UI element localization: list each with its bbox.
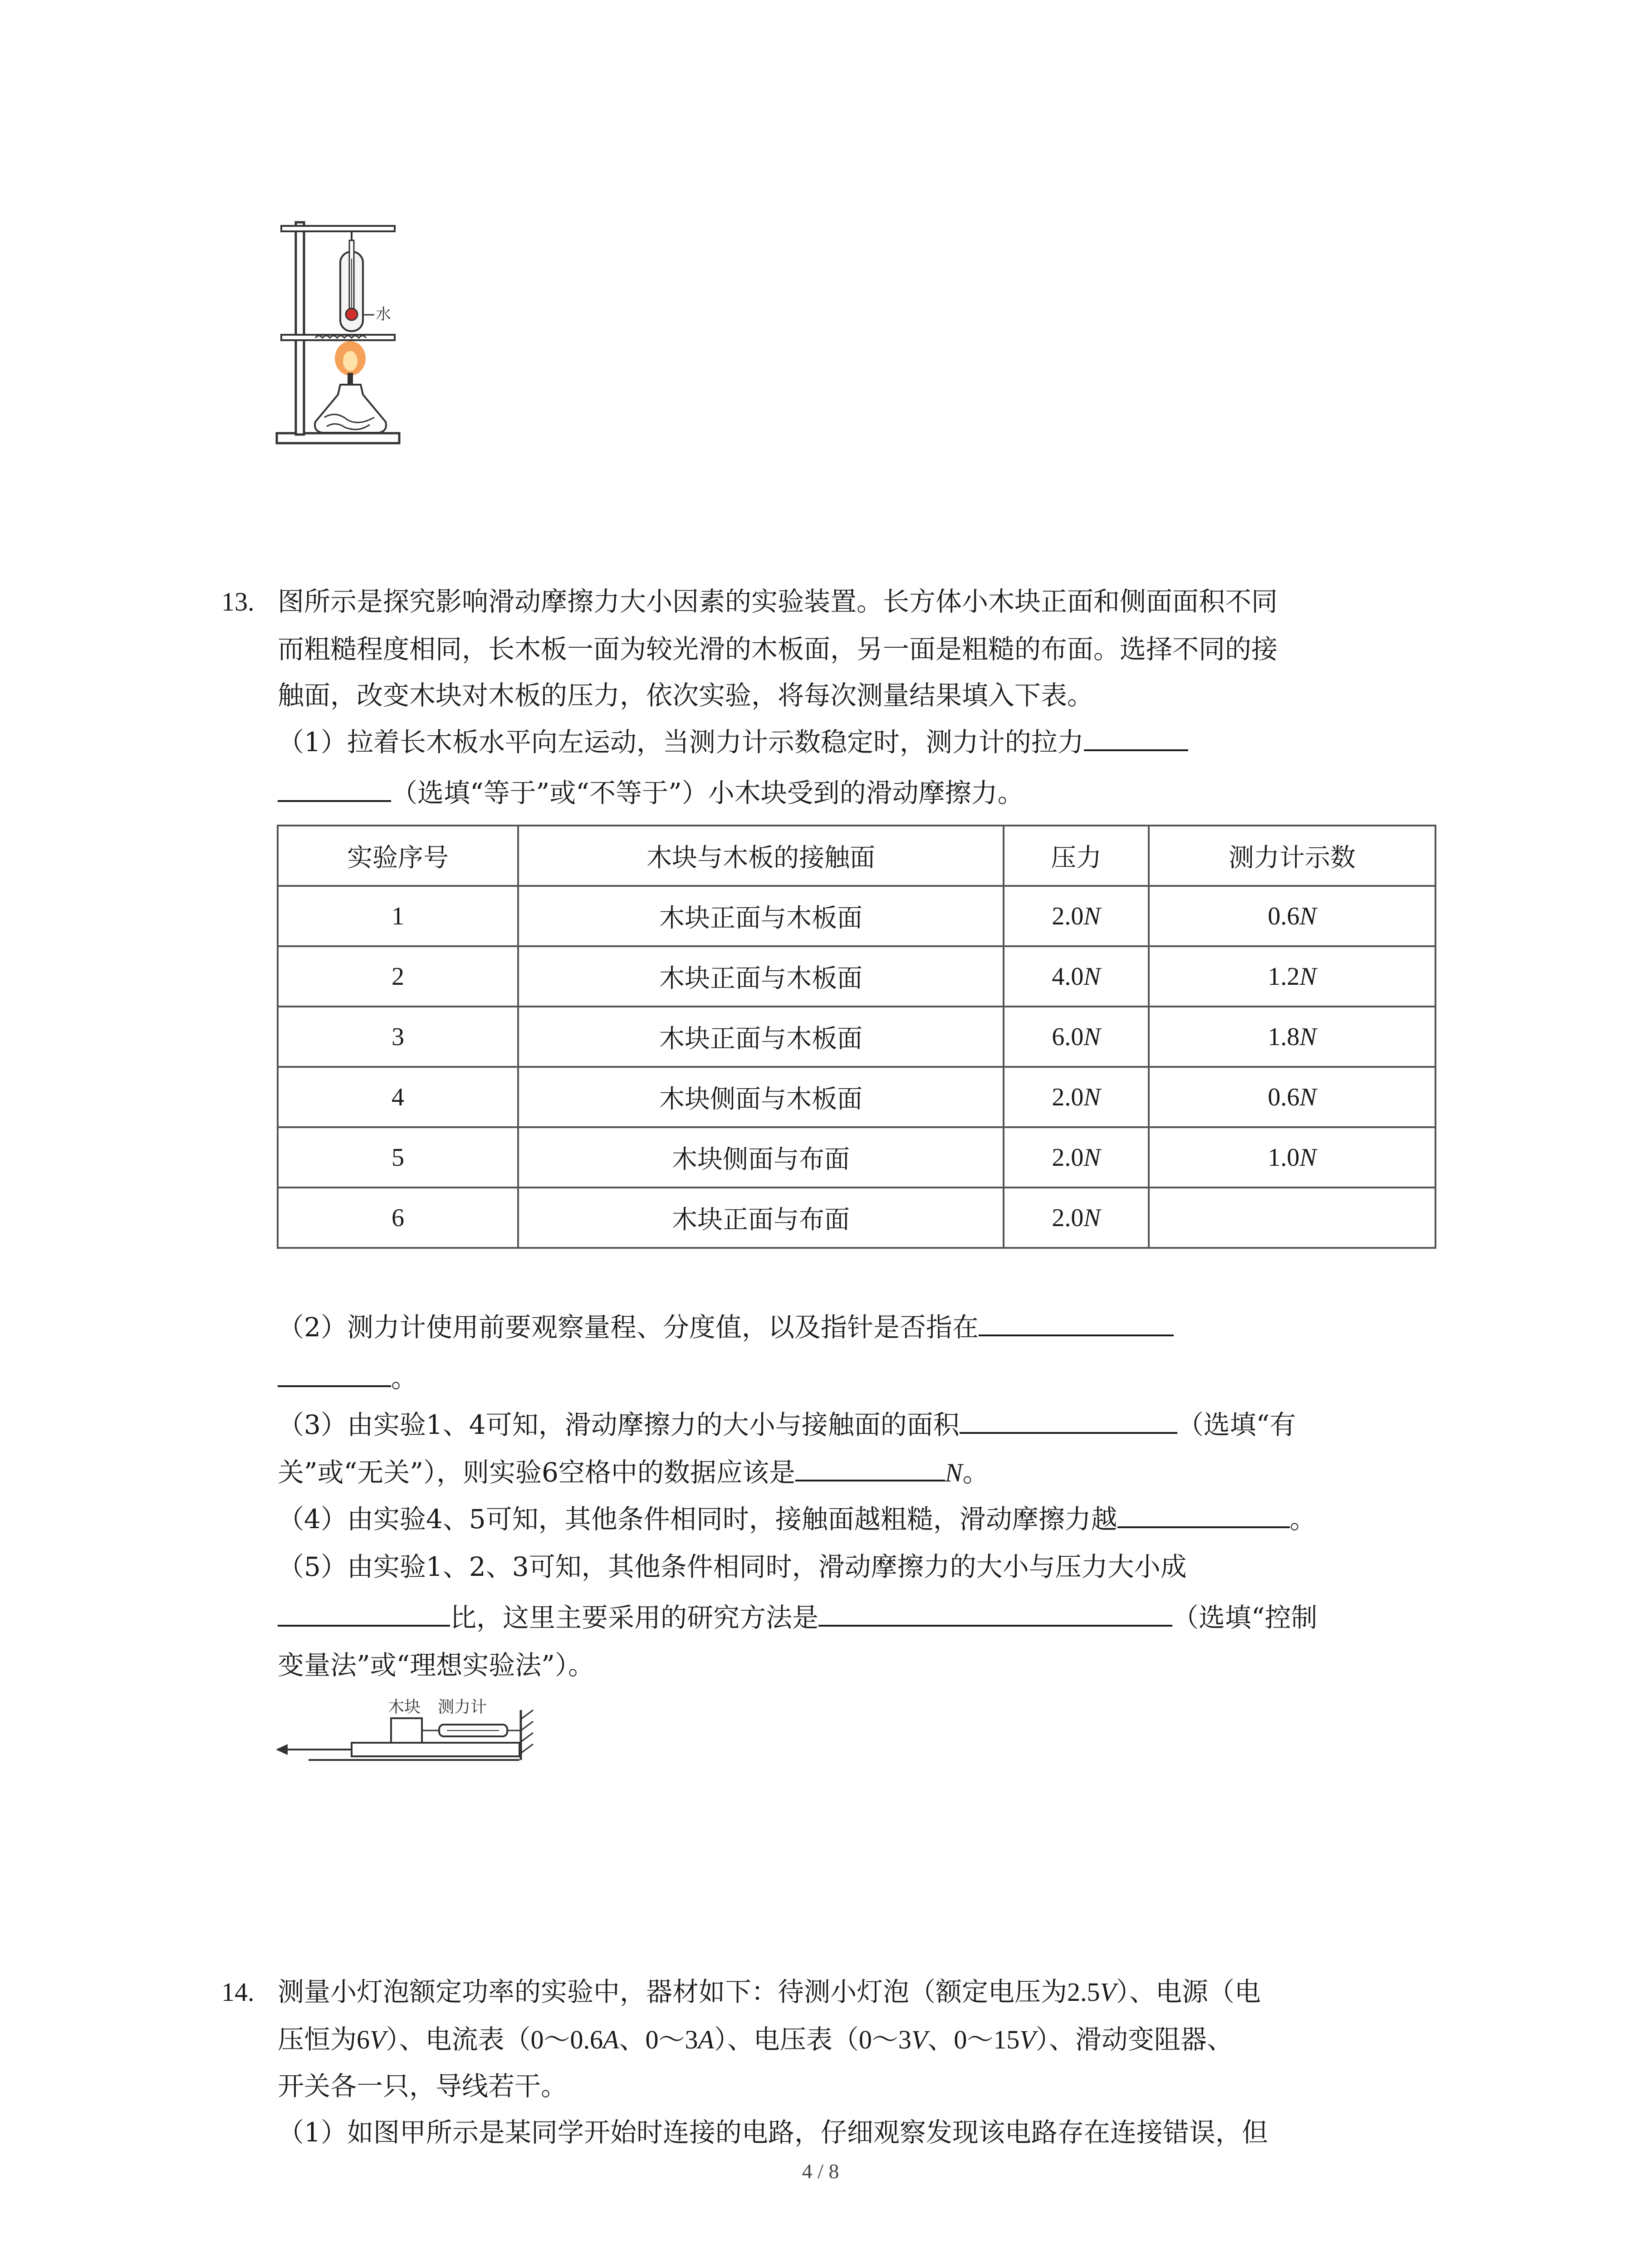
meter-reading: 1.8N (1149, 1007, 1435, 1067)
q13-part1-line1: （1）拉着长木板水平向左运动，当测力计示数稳定时，测力计的拉力 (278, 726, 1188, 758)
meter-reading: 0.6N (1149, 886, 1435, 946)
q13-part1-line2: （选填“等于”或“不等于”）小木块受到的滑动摩擦力。 (278, 777, 1024, 809)
answer-blank-p4[interactable] (1117, 1503, 1290, 1528)
q13-stem-line1: 图所示是探究影响滑动摩擦力大小因素的实验装置。长方体小木块正面和侧面面积不同 (278, 586, 1278, 617)
friction-apparatus-figure (272, 1692, 540, 1778)
q13-part3-line1: （3）由实验1、4可知，滑动摩擦力的大小与接触面的面积 （选填“有 (278, 1409, 1296, 1440)
q14-line1: 测量小灯泡额定功率的实验中，器材如下：待测小灯泡（额定电压为2.5V）、电源（电 (278, 1976, 1261, 2007)
answer-blank-p1b[interactable] (278, 777, 391, 802)
q13-part5-line2: 比，这里主要采用的研究方法是 （选填“控制 (278, 1601, 1318, 1634)
table-header-cell: 实验序号 (278, 826, 518, 886)
stand-rod (296, 222, 304, 435)
table-header-cell: 测力计示数 (1149, 826, 1435, 886)
long-board (352, 1743, 519, 1756)
page-number: 4 / 8 (802, 2160, 839, 2183)
trial-number: 4 (278, 1067, 518, 1127)
block-label: 木块 (388, 1698, 421, 1716)
meter-reading: 0.6N (1149, 1067, 1435, 1127)
q14-number: 14. (221, 1977, 255, 2007)
meter-label: 测力计 (438, 1698, 487, 1716)
wooden-block (391, 1718, 422, 1743)
heating-apparatus-figure (272, 213, 408, 458)
table-row (278, 1067, 1435, 1127)
trial-number: 1 (278, 886, 518, 946)
answer-blank-p2b[interactable] (278, 1362, 391, 1387)
pressure-value: 2.0N (1004, 886, 1149, 946)
table-row (278, 1127, 1435, 1188)
answer-blank-p1a[interactable] (1084, 726, 1188, 751)
answer-blank-p5a[interactable] (278, 1601, 450, 1627)
clamp-arm (281, 226, 395, 231)
table-row (278, 1007, 1435, 1067)
trial-number: 3 (278, 1007, 518, 1067)
answer-blank-p3a[interactable] (960, 1408, 1177, 1434)
contact-surface: 木块正面与布面 (518, 1188, 1004, 1248)
q14-line4: （1）如图甲所示是某同学开始时连接的电路，仔细观察发现该电路存在连接错误，但 (278, 2117, 1268, 2148)
alcohol-lamp (315, 385, 386, 433)
pressure-value: 6.0N (1004, 1007, 1149, 1067)
q13-part5-line3: 变量法”或“理想实验法”）。 (278, 1650, 594, 1681)
table-header-cell: 压力 (1004, 826, 1149, 886)
pressure-value: 2.0N (1004, 1127, 1149, 1188)
contact-surface: 木块侧面与木板面 (518, 1067, 1004, 1127)
water-label: 水 (376, 305, 391, 323)
q13-part2-line1: （2）测力计使用前要观察量程、分度值，以及指针是否指在 (278, 1311, 1174, 1344)
trial-number: 5 (278, 1127, 518, 1188)
contact-surface: 木块正面与木板面 (518, 946, 1004, 1007)
answer-blank-p5b[interactable] (818, 1601, 1172, 1627)
table-row (278, 886, 1435, 946)
q13-stem-line2: 而粗糙程度相同，长木板一面为较光滑的木板面，另一面是粗糙的布面。选择不同的接 (278, 634, 1278, 665)
meter-reading: 1.0N (1149, 1127, 1435, 1188)
pressure-value: 2.0N (1004, 1067, 1149, 1127)
table-row (278, 1188, 1435, 1248)
q13-part4: （4）由实验4、5可知，其他条件相同时，接触面越粗糙，滑动摩擦力越 。 (278, 1504, 1316, 1535)
pressure-value: 4.0N (1004, 946, 1149, 1007)
q14-line3: 开关各一只，导线若干。 (278, 2071, 568, 2102)
contact-surface: 木块正面与木板面 (518, 1007, 1004, 1067)
q13-number: 13. (221, 587, 255, 616)
meter-reading-blank[interactable] (1149, 1188, 1435, 1248)
table-row (278, 946, 1435, 1007)
trial-number: 6 (278, 1188, 518, 1248)
q13-part2-line2: 。 (278, 1362, 417, 1394)
q13-part5-line1: （5）由实验1、2、3可知，其他条件相同时，滑动摩擦力的大小与压力大小成 (278, 1551, 1187, 1582)
q13-stem-line3: 触面，改变木块对木板的压力，依次实验，将每次测量结果填入下表。 (278, 680, 1094, 711)
table-header-row (278, 826, 1435, 886)
contact-surface: 木块正面与木板面 (518, 886, 1004, 946)
pressure-value: 2.0N (1004, 1188, 1149, 1248)
friction-data-table (277, 825, 1436, 1249)
contact-surface: 木块侧面与布面 (518, 1127, 1004, 1188)
answer-blank-p3b[interactable] (795, 1456, 945, 1481)
meter-reading: 1.2N (1149, 946, 1435, 1007)
thermometer-bulb (346, 308, 358, 320)
q13-part3-line2: 关”或“无关”），则实验6空格中的数据应该是 N。 (278, 1457, 989, 1488)
q14-line2: 压恒为6V）、电流表（0～0.6A、0～3A）、电压表（0～3V、0～15V）、滑动变阻器、 (278, 2024, 1233, 2055)
answer-blank-p2a[interactable] (979, 1311, 1174, 1336)
table-header-cell: 木块与木板的接触面 (518, 826, 1004, 886)
pull-direction-arrow (276, 1744, 288, 1755)
trial-number: 2 (278, 946, 518, 1007)
